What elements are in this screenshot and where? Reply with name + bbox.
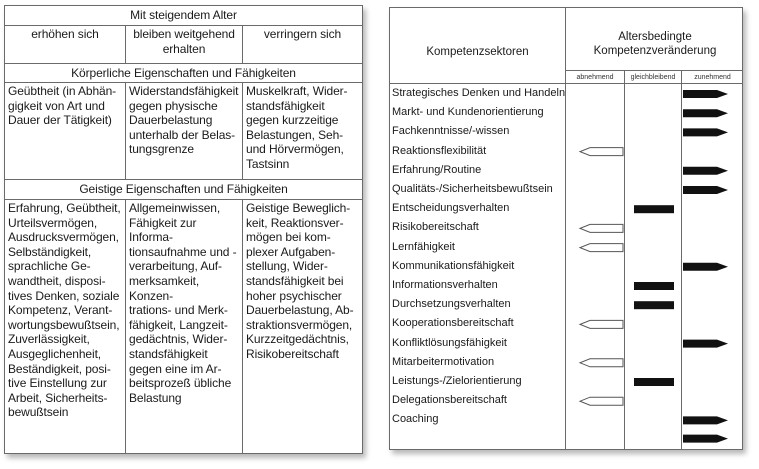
- competence-item: Kooperationsbereitschaft: [392, 317, 514, 330]
- competence-item: Mitarbeitermotivation: [392, 355, 495, 368]
- increase-arrow: [683, 416, 728, 424]
- table-title: Mit steigendem Alter: [130, 8, 237, 22]
- column-header-increase: erhöhen sich: [31, 27, 99, 41]
- competence-item: Konfliktlösungsfähigkeit: [392, 336, 507, 349]
- increase-arrow: [683, 128, 728, 136]
- competence-item: Leistungs-/Zielorientierung: [392, 375, 522, 387]
- scale-label-increasing: zunehmend: [694, 74, 731, 81]
- mental-retained-cell: Allgemeinwissen, Fähigkeit zur Informa- tionsaufnahme und - verarbeitung, Auf- merksamkeit, Konzen- trations- und Merk- fähigkeit, Langzeit- gedächtnis, Wider- standsfähigkeit gegen eine im Ar- beitsprozeß übliche Belastung: [129, 201, 237, 405]
- age-change-header: Altersbedingte Kompetenzveränderung: [593, 31, 717, 57]
- column-header-decrease: verringern sich: [263, 27, 342, 41]
- decrease-arrow: [580, 397, 623, 405]
- increase-arrow: [683, 263, 728, 271]
- column-divider: [125, 25, 126, 63]
- scale-label-constant: gleichbleibend: [630, 74, 676, 81]
- increase-arrow: [683, 186, 728, 194]
- mental-decrease-cell: Geistige Beweglich- keit, Reaktionsver- mögen bei kom- plexer Aufgaben- stellung, Wider- standsfähigkeit bei hoher psychischer Dauerbelastung, Ab- straktionsvermögen, Kurzzeitgedächtnis, Risikobereitschaft: [246, 201, 354, 361]
- competence-item: Markt- und Kundenorientierung: [392, 106, 544, 119]
- divider: [5, 82, 362, 83]
- competence-change-panel: [389, 7, 743, 450]
- column-header-retained: bleiben weitgehend erhalten: [133, 27, 235, 56]
- competence-item: Reaktionsflexibilität: [392, 144, 487, 157]
- physical-increase-cell: Geübtheit (in Abhän- gigkeit von Art und Dauer der Tätigkeit): [8, 84, 117, 128]
- competence-item: Lernfähigkeit: [392, 240, 455, 253]
- decrease-arrow: [580, 359, 623, 367]
- competence-item: Risikobereitschaft: [392, 221, 479, 234]
- section-heading-mental: Geistige Eigenschaften und Fähigkeiten: [79, 182, 288, 196]
- decrease-arrow: [580, 148, 623, 156]
- competence-item: Durchsetzungsverhalten: [392, 298, 511, 311]
- competence-item: Fachkenntnisse/-wissen: [392, 125, 510, 138]
- physical-decrease-cell: Muskelkraft, Wider- standsfähigkeit gegen kurzzeitige Belastungen, Seh- und Hörvermögen, Tastsinn: [246, 84, 348, 171]
- mental-increase-cell: Erfahrung, Geübtheit, Urteilsvermögen, Ausdrucksvermögen, Selbständigkeit, sprachliche Ge- wandtheit, disposi- tives Denken, soziale Kompetenz, Verant- wortungsbewußtsein, Zuverlässigkeit, Ausgeglichenheit, Beständigkeit, posi- tive Einstellung zur Arbeit, Sicherheits- bewußtsein: [8, 201, 121, 420]
- constant-bar: [634, 205, 674, 213]
- competence-item: Informationsverhalten: [392, 279, 498, 291]
- competence-item: Entscheidungsverhalten: [392, 202, 510, 215]
- column-divider: [242, 82, 243, 179]
- increase-arrow: [683, 109, 728, 117]
- section-heading-physical: Körperliche Eigenschaften und Fähigkeiten: [71, 66, 296, 80]
- constant-bar: [634, 378, 674, 386]
- constant-bar: [634, 282, 674, 290]
- competence-item: Coaching: [392, 413, 439, 426]
- column-divider: [242, 25, 243, 63]
- competence-item: Erfahrung/Routine: [392, 163, 482, 176]
- constant-bar: [634, 301, 674, 309]
- physical-retained-cell: Widerstandsfähigkeit gegen physische Dauerbelastung unterhalb der Belas- tungsgrenze: [129, 84, 239, 157]
- divider: [5, 179, 362, 180]
- age-abilities-table: [4, 5, 363, 454]
- competence-item: Strategisches Denken und Handeln: [392, 87, 566, 99]
- column-divider: [125, 199, 126, 453]
- divider: [5, 25, 362, 26]
- decrease-arrow: [580, 244, 623, 252]
- change-arrows-chart: [390, 8, 742, 449]
- competence-item: Kommunikationsfähigkeit: [392, 259, 515, 272]
- divider: [5, 63, 362, 64]
- competence-sectors-header: Kompetenzsektoren: [426, 46, 529, 58]
- increase-arrow: [683, 340, 728, 348]
- column-divider: [242, 199, 243, 453]
- competence-item: Delegationsbereitschaft: [392, 394, 507, 407]
- increase-arrow: [683, 90, 728, 98]
- decrease-arrow: [580, 224, 623, 232]
- divider: [5, 199, 362, 200]
- increase-arrow: [683, 167, 728, 175]
- scale-label-decreasing: abnehmend: [576, 74, 614, 81]
- decrease-arrow: [580, 320, 623, 328]
- column-divider: [125, 82, 126, 179]
- increase-arrow: [683, 435, 728, 443]
- competence-item: Qualitäts-/Sicherheitsbewußtsein: [392, 183, 553, 195]
